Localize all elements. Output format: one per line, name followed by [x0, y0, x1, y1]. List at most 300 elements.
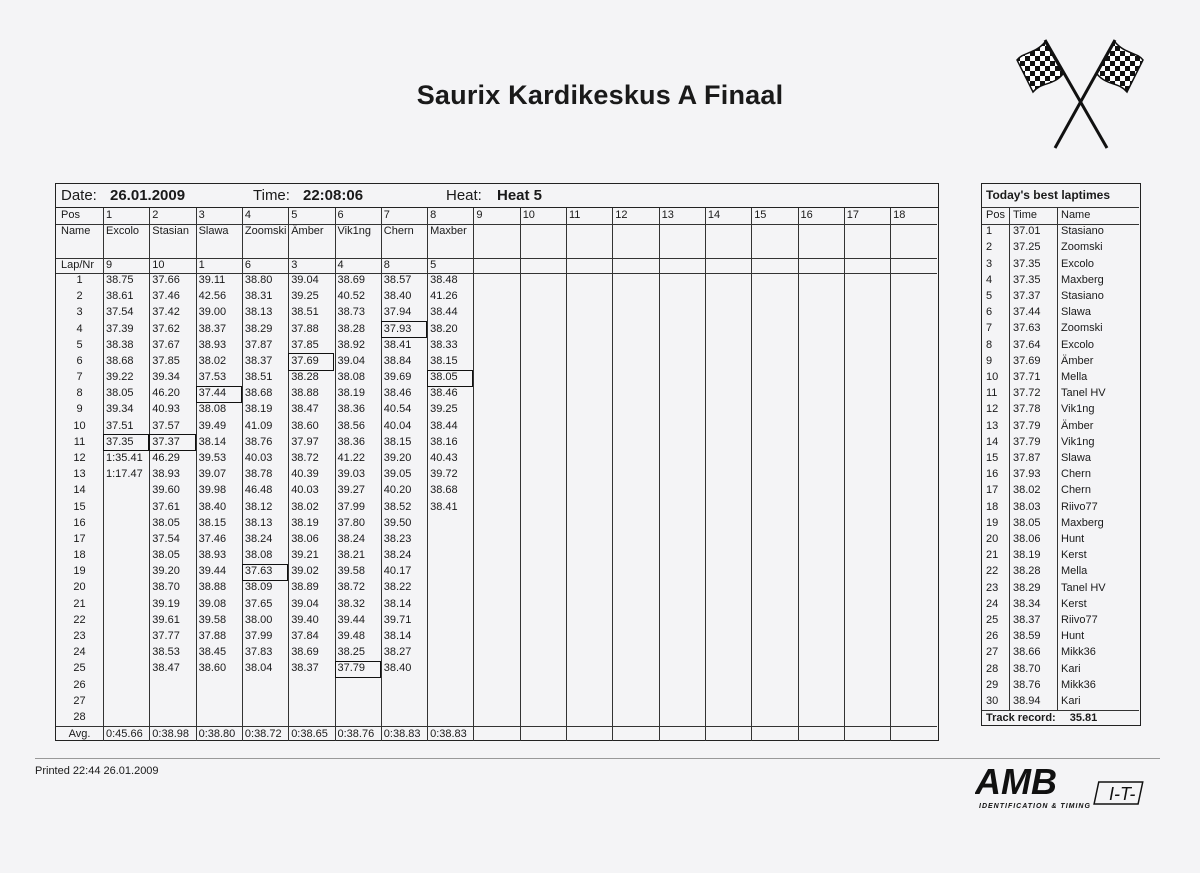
best-cell: Kari — [1061, 662, 1081, 675]
average-time: 0:38.72 — [244, 728, 282, 741]
best-cell: Hunt — [1061, 630, 1085, 643]
best-cell: Excolo — [1061, 338, 1095, 351]
lap-time: 38.05 — [152, 516, 180, 529]
best-cell: 37.87 — [1013, 452, 1041, 464]
lap-time: 38.60 — [198, 662, 227, 675]
best-cell: 37.37 — [1013, 290, 1041, 302]
kart-number: 3 — [291, 259, 298, 271]
best-cell: 37.63 — [1013, 322, 1041, 335]
best-cell: Riivo77 — [1061, 614, 1098, 626]
lap-number: 24 — [73, 646, 86, 659]
lap-number: 27 — [73, 694, 86, 707]
lapnr-label: Lap/Nr — [61, 259, 95, 271]
best-lap-highlight — [149, 434, 195, 451]
lap-time: 38.23 — [383, 532, 412, 545]
column-divider — [705, 208, 706, 741]
best-cell: 30 — [986, 695, 999, 707]
best-cell: 37.44 — [1013, 306, 1041, 319]
lap-time: 37.80 — [337, 516, 366, 529]
lap-time: 38.93 — [152, 468, 180, 481]
position-header: 7 — [383, 209, 390, 221]
best-cell: 5 — [986, 290, 993, 302]
lap-number: 15 — [73, 500, 86, 513]
lap-time: 38.68 — [106, 354, 134, 367]
kart-number: 4 — [337, 259, 344, 271]
lap-grid — [56, 184, 938, 740]
lap-time: 38.19 — [291, 516, 319, 529]
lap-time: 39.48 — [337, 629, 366, 642]
column-divider — [566, 208, 567, 741]
lap-time: 38.05 — [106, 387, 134, 400]
lap-time: 39.40 — [291, 613, 319, 626]
column-divider — [890, 208, 891, 741]
best-cell: Vik1ng — [1061, 435, 1095, 448]
lap-time: 38.28 — [291, 371, 319, 384]
lap-number: 18 — [73, 549, 86, 562]
average-time: 0:38.80 — [198, 728, 236, 741]
lap-time: 38.75 — [106, 274, 134, 286]
best-cell: 18 — [986, 500, 999, 513]
lap-time: 41.09 — [244, 419, 273, 432]
lap-time: 38.02 — [198, 354, 227, 367]
avg-label: Avg. — [68, 728, 91, 741]
lap-time: 38.70 — [152, 581, 180, 594]
lap-number: 8 — [76, 387, 83, 400]
lap-time: 37.79 — [337, 662, 366, 675]
lap-time: 39.20 — [152, 565, 180, 578]
lap-time: 39.53 — [198, 451, 227, 464]
lap-time: 38.12 — [244, 500, 273, 513]
position-header: 1 — [106, 209, 113, 221]
lap-time: 39.34 — [106, 403, 134, 416]
lap-time: 37.46 — [152, 290, 180, 303]
average-time: 0:38.83 — [430, 728, 467, 741]
best-cell: Stasiano — [1061, 290, 1104, 302]
pos-label: Pos — [61, 209, 80, 221]
lap-time: 40.39 — [291, 468, 319, 481]
best-cell: Chern — [1061, 484, 1091, 497]
best-cell: 20 — [986, 533, 999, 545]
best-cell: 38.29 — [1013, 581, 1041, 594]
best-cell: 6 — [986, 306, 993, 319]
lap-time: 38.51 — [244, 371, 273, 384]
best-lap-highlight — [288, 353, 334, 370]
best-cell: 12 — [986, 403, 999, 416]
best-cell: 11 — [986, 387, 998, 400]
lap-time: 38.40 — [198, 500, 227, 513]
lap-time: 38.14 — [198, 435, 227, 448]
lap-time: 38.60 — [291, 419, 319, 432]
lap-time: 37.39 — [106, 322, 134, 335]
lap-number: 10 — [73, 419, 86, 432]
lap-time: 37.57 — [152, 419, 180, 432]
lap-time: 38.37 — [198, 322, 227, 335]
lap-time: 37.99 — [244, 629, 273, 642]
best-cell: Riivo77 — [1061, 500, 1098, 513]
lap-time: 38.14 — [383, 629, 412, 642]
lap-time: 38.00 — [244, 613, 273, 626]
lap-time: 38.19 — [337, 387, 366, 400]
lap-time: 40.93 — [152, 403, 180, 416]
lap-time: 40.20 — [383, 484, 412, 497]
lap-number: 9 — [76, 403, 83, 416]
lap-time: 39.08 — [198, 597, 227, 610]
lap-time: 38.38 — [106, 338, 134, 351]
lap-time: 39.07 — [198, 468, 227, 481]
best-cell: 38.59 — [1013, 630, 1041, 643]
heat-value: Heat 5 — [497, 187, 543, 204]
best-cell: 38.19 — [1013, 549, 1041, 562]
lap-time: 39.50 — [383, 516, 412, 529]
lap-time: 37.87 — [244, 338, 273, 351]
lap-number: 3 — [76, 306, 83, 319]
best-lap-highlight — [196, 386, 242, 403]
best-cell: 38.94 — [1013, 695, 1041, 707]
lap-number: 4 — [76, 322, 83, 335]
lap-number: 6 — [76, 354, 83, 367]
average-time: 0:38.83 — [383, 728, 421, 741]
best-cell: 37.69 — [1013, 354, 1041, 367]
lap-time: 37.84 — [291, 629, 319, 642]
lap-time: 39.05 — [383, 468, 412, 481]
best-cell: 38.28 — [1013, 565, 1041, 578]
best-cell: Mikk36 — [1061, 678, 1096, 691]
lap-time: 39.25 — [430, 403, 458, 416]
lap-time: 38.19 — [244, 403, 273, 416]
lap-time: 38.27 — [383, 646, 412, 659]
best-cell: 37.72 — [1013, 387, 1041, 400]
lap-time: 38.46 — [383, 387, 412, 400]
lap-time: 38.24 — [244, 532, 273, 545]
lap-time: 38.46 — [430, 387, 458, 400]
best-cell: Mella — [1061, 565, 1088, 578]
lap-number: 7 — [76, 371, 83, 384]
lap-time: 46.29 — [152, 451, 180, 464]
lap-time: 37.94 — [383, 306, 412, 319]
lap-time: 37.42 — [152, 306, 180, 319]
lap-number: 2 — [76, 290, 83, 303]
lap-time: 38.52 — [383, 500, 412, 513]
lap-time: 39.22 — [106, 371, 134, 384]
column-divider — [798, 208, 799, 741]
lap-time: 38.41 — [430, 500, 458, 513]
lap-time: 37.88 — [198, 629, 227, 642]
amb-logo — [975, 762, 1155, 812]
lap-time: 38.04 — [244, 662, 273, 675]
lap-time: 38.72 — [291, 451, 319, 464]
best-cell: Ämber — [1061, 354, 1094, 367]
lap-time: 39.19 — [152, 597, 180, 610]
logo-suffix: I-T- — [1109, 784, 1136, 804]
lap-time: 37.83 — [244, 646, 273, 659]
lap-time: 37.88 — [291, 322, 319, 335]
position-header: 4 — [244, 209, 252, 221]
lap-time: 39.72 — [430, 468, 458, 481]
lap-time: 39.58 — [337, 565, 366, 578]
lap-time: 38.08 — [244, 549, 273, 562]
lap-time: 38.40 — [383, 662, 412, 675]
date-value: 26.01.2009 — [110, 187, 186, 204]
kart-number: 8 — [383, 259, 390, 271]
best-cell: 37.71 — [1013, 371, 1041, 383]
driver-name: Stasian — [152, 225, 189, 237]
best-cell: 2 — [986, 241, 993, 254]
lap-time: 38.68 — [244, 387, 273, 400]
lap-time: 37.69 — [291, 354, 319, 367]
lap-time: 38.02 — [291, 500, 319, 513]
position-header: 15 — [754, 209, 767, 221]
lap-time: 39.25 — [291, 290, 319, 303]
lap-time: 38.24 — [383, 549, 412, 562]
lap-time: 37.66 — [152, 274, 180, 286]
kart-number: 9 — [106, 259, 113, 271]
lap-time: 38.13 — [244, 306, 273, 319]
lap-time: 39.98 — [198, 484, 227, 497]
best-cell: Tanel HV — [1061, 387, 1106, 400]
best-cell: Chern — [1061, 468, 1091, 481]
lap-time: 40.04 — [383, 419, 412, 432]
best-cell: 38.66 — [1013, 646, 1041, 659]
best-cell: 8 — [986, 338, 993, 351]
position-header: 8 — [430, 209, 437, 221]
best-cell: 38.03 — [1013, 500, 1041, 513]
lap-time: 38.78 — [244, 468, 273, 481]
time-value: 22:08:06 — [303, 187, 364, 204]
logo-brand: AMB — [975, 762, 1057, 802]
lap-time: 39.00 — [198, 306, 227, 319]
average-time: 0:38.76 — [337, 728, 375, 741]
lap-time: 38.68 — [430, 484, 458, 497]
best-cell: 37.01 — [1013, 225, 1041, 238]
track-record-value: 35.81 — [1069, 712, 1098, 725]
lap-time: 38.13 — [244, 516, 273, 529]
lap-time: 37.97 — [291, 435, 319, 448]
best-cell: 9 — [986, 354, 993, 367]
best-lap-highlight — [242, 564, 288, 581]
lap-time: 38.15 — [198, 516, 227, 529]
best-header: Pos — [986, 209, 1005, 221]
position-header: 3 — [198, 209, 205, 221]
best-cell: Tanel HV — [1061, 581, 1106, 594]
lap-time: 38.24 — [337, 532, 366, 545]
lap-time: 38.37 — [244, 354, 273, 367]
track-record-label: Track record: — [986, 712, 1056, 725]
lap-number: 25 — [73, 662, 86, 675]
lap-number: 21 — [73, 597, 86, 610]
best-cell: 38.70 — [1013, 662, 1041, 675]
lap-time: 37.67 — [152, 338, 180, 351]
lap-time: 40.54 — [383, 403, 412, 416]
best-cell: 38.76 — [1013, 678, 1041, 691]
lap-time: 39.44 — [337, 613, 366, 626]
heat-label: Heat: — [446, 187, 482, 204]
lap-number: 1 — [76, 274, 83, 286]
lap-time: 38.76 — [244, 435, 273, 448]
lap-time: 37.37 — [152, 435, 180, 448]
best-cell: 24 — [986, 597, 999, 610]
best-cell: 37.35 — [1013, 257, 1041, 270]
lap-number: 13 — [73, 468, 86, 481]
lap-time: 39.60 — [152, 484, 180, 497]
best-cell: 7 — [986, 322, 993, 335]
lap-time: 38.08 — [198, 403, 227, 416]
lap-number: 20 — [73, 581, 86, 594]
best-cell: 14 — [986, 435, 999, 448]
lap-time: 41.26 — [430, 290, 458, 303]
best-cell: 37.35 — [1013, 273, 1041, 286]
position-header: 12 — [615, 209, 628, 221]
lap-time: 38.57 — [383, 274, 412, 286]
lap-time: 39.20 — [383, 451, 412, 464]
best-cell: Mella — [1061, 371, 1088, 383]
lap-time: 38.69 — [337, 274, 366, 286]
best-cell: 37.78 — [1013, 403, 1041, 416]
lap-time: 39.04 — [291, 597, 319, 610]
lap-number: 12 — [73, 451, 86, 464]
lap-time: 38.69 — [291, 646, 319, 659]
best-cell: Ämber — [1061, 419, 1094, 432]
best-cell: 1 — [986, 225, 993, 238]
position-header: 14 — [707, 209, 721, 221]
page-title: Saurix Kardikeskus A Finaal — [416, 80, 784, 110]
column-divider — [751, 208, 752, 741]
name-label: Name — [61, 225, 91, 237]
lap-time: 38.61 — [106, 290, 134, 303]
column-divider — [659, 208, 660, 741]
lap-time: 38.20 — [430, 322, 458, 335]
lap-time: 37.65 — [244, 597, 273, 610]
best-laptimes-title: Today's best laptimes — [986, 188, 1111, 202]
best-cell: Slawa — [1061, 306, 1091, 319]
lap-time: 40.52 — [337, 290, 366, 303]
best-cell: 37.64 — [1013, 338, 1041, 351]
best-cell: Slawa — [1061, 452, 1091, 464]
footer-divider — [35, 758, 1160, 759]
best-header: Name — [1061, 209, 1091, 221]
lap-time: 39.61 — [152, 613, 180, 626]
lap-time: 1:17.47 — [106, 468, 143, 481]
date-label: Date: — [61, 187, 97, 204]
results-table — [55, 183, 939, 741]
best-cell: 37.79 — [1013, 419, 1041, 432]
position-header: 2 — [152, 209, 159, 221]
best-cell: 10 — [986, 371, 999, 383]
best-cell: 38.02 — [1013, 484, 1041, 497]
best-cell: 17 — [986, 484, 999, 497]
lap-number: 14 — [73, 484, 86, 497]
driver-name: Ämber — [291, 225, 324, 237]
position-header: 5 — [291, 209, 298, 221]
lap-time: 38.44 — [430, 306, 458, 319]
driver-name: Vik1ng — [337, 225, 371, 237]
best-cell: 27 — [986, 646, 999, 659]
lap-time: 39.04 — [337, 354, 366, 367]
lap-time: 39.34 — [152, 371, 180, 384]
lap-time: 38.88 — [198, 581, 227, 594]
driver-name: Maxber — [430, 225, 467, 237]
lap-time: 37.54 — [152, 532, 180, 545]
best-cell: 28 — [986, 662, 999, 675]
column-divider — [844, 208, 845, 741]
lap-time: 38.84 — [383, 354, 412, 367]
lap-time: 39.44 — [198, 565, 227, 578]
best-cell: 37.25 — [1013, 241, 1041, 254]
lap-time: 37.93 — [383, 322, 412, 335]
best-cell: 38.37 — [1013, 614, 1041, 626]
lap-time: 38.31 — [244, 290, 273, 303]
best-cell: 23 — [986, 581, 999, 594]
driver-name: Slawa — [198, 225, 229, 237]
lap-time: 38.53 — [152, 646, 180, 659]
lap-time: 38.05 — [430, 371, 458, 384]
best-column-divider — [1009, 207, 1010, 710]
lap-number: 23 — [73, 629, 86, 642]
best-cell: 38.34 — [1013, 597, 1041, 610]
lap-time: 38.47 — [152, 662, 180, 675]
lap-time: 38.14 — [383, 597, 412, 610]
time-label: Time: — [253, 187, 290, 204]
best-column-divider — [1057, 207, 1058, 710]
best-cell: 4 — [986, 273, 993, 286]
lap-number: 5 — [76, 338, 83, 351]
best-cell: 26 — [986, 630, 999, 643]
lap-time: 37.77 — [152, 629, 180, 642]
lap-time: 38.16 — [430, 435, 458, 448]
lap-time: 38.92 — [337, 338, 366, 351]
position-header: 6 — [337, 209, 344, 221]
lap-time: 38.40 — [383, 290, 412, 303]
best-cell: Hunt — [1061, 533, 1085, 545]
lap-number: 28 — [73, 710, 86, 723]
lap-number: 11 — [73, 435, 86, 448]
best-lap-highlight — [335, 661, 381, 678]
lap-time: 38.37 — [291, 662, 319, 675]
printed-timestamp: Printed 22:44 26.01.2009 — [35, 765, 159, 777]
position-header: 16 — [800, 209, 813, 221]
best-laptimes-grid — [982, 184, 1140, 725]
lap-time: 38.05 — [152, 549, 180, 562]
lap-number: 22 — [73, 613, 86, 626]
best-cell: 19 — [986, 516, 999, 529]
best-lap-highlight — [427, 370, 473, 387]
lap-time: 38.28 — [337, 322, 366, 335]
lap-time: 39.58 — [198, 613, 227, 626]
lap-time: 37.53 — [198, 371, 227, 384]
lap-time: 40.03 — [244, 451, 273, 464]
checkered-flags-icon — [1015, 36, 1145, 152]
lap-time: 38.89 — [291, 581, 319, 594]
lap-time: 38.25 — [337, 646, 366, 659]
lap-time: 38.29 — [244, 322, 273, 335]
lap-time: 39.49 — [198, 419, 227, 432]
lap-time: 38.21 — [337, 549, 366, 562]
best-cell: Maxberg — [1061, 273, 1104, 286]
lap-time: 38.15 — [383, 435, 412, 448]
best-cell: 38.06 — [1013, 533, 1041, 545]
column-divider — [520, 208, 521, 741]
lap-time: 37.54 — [106, 306, 134, 319]
lap-time: 37.85 — [152, 354, 180, 367]
position-header: 10 — [522, 209, 535, 221]
position-header: 11 — [569, 209, 581, 221]
kart-number: 10 — [152, 259, 165, 271]
best-cell: 16 — [986, 468, 999, 481]
best-cell: 38.05 — [1013, 516, 1041, 529]
lap-time: 38.48 — [430, 274, 458, 286]
lap-time: 37.63 — [244, 565, 273, 578]
lap-time: 40.03 — [291, 484, 319, 497]
lap-time: 41.22 — [337, 451, 366, 464]
